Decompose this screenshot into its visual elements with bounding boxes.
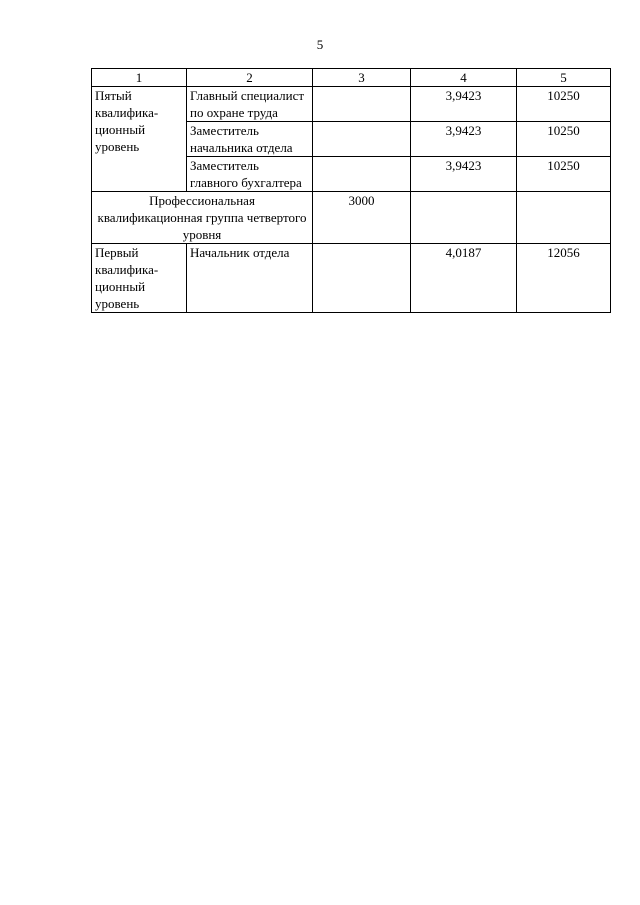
table-row — [92, 192, 611, 244]
salary-cell — [517, 192, 611, 244]
base-salary-cell — [313, 244, 411, 313]
base-salary-cell — [313, 157, 411, 192]
salary-table — [91, 68, 611, 313]
position-cell: Заместитель начальника отдела — [187, 122, 313, 157]
coefficient-cell: 3,9423 — [411, 157, 517, 192]
page-number: 5 — [316, 37, 324, 52]
qualification-level-cell: Пятый квалифика-ционный уровень — [92, 87, 187, 192]
salary-cell: 10250 — [517, 87, 611, 122]
salary-cell: 10250 — [517, 122, 611, 157]
column-header: 4 — [411, 69, 517, 87]
column-header: 5 — [517, 69, 611, 87]
table-header-row — [92, 69, 611, 87]
base-salary-cell: 3000 — [313, 192, 411, 244]
coefficient-cell: 3,9423 — [411, 87, 517, 122]
position-cell: Главный специалист по охране труда — [187, 87, 313, 122]
column-header: 1 — [92, 69, 187, 87]
column-header: 2 — [187, 69, 313, 87]
column-header: 3 — [313, 69, 411, 87]
position-cell: Заместитель главного бухгалтера — [187, 157, 313, 192]
coefficient-cell: 4,0187 — [411, 244, 517, 313]
salary-cell: 10250 — [517, 157, 611, 192]
coefficient-cell: 3,9423 — [411, 122, 517, 157]
position-cell: Начальник отдела — [187, 244, 313, 313]
qualification-level-cell: Первый квалифика-ционный уровень — [92, 244, 187, 313]
table-row — [92, 87, 611, 122]
base-salary-cell — [313, 87, 411, 122]
salary-cell: 12056 — [517, 244, 611, 313]
professional-group-cell: Профессиональная квалификационная группа четвертого уровня — [92, 192, 313, 244]
table-row — [92, 244, 611, 313]
base-salary-cell — [313, 122, 411, 157]
coefficient-cell — [411, 192, 517, 244]
